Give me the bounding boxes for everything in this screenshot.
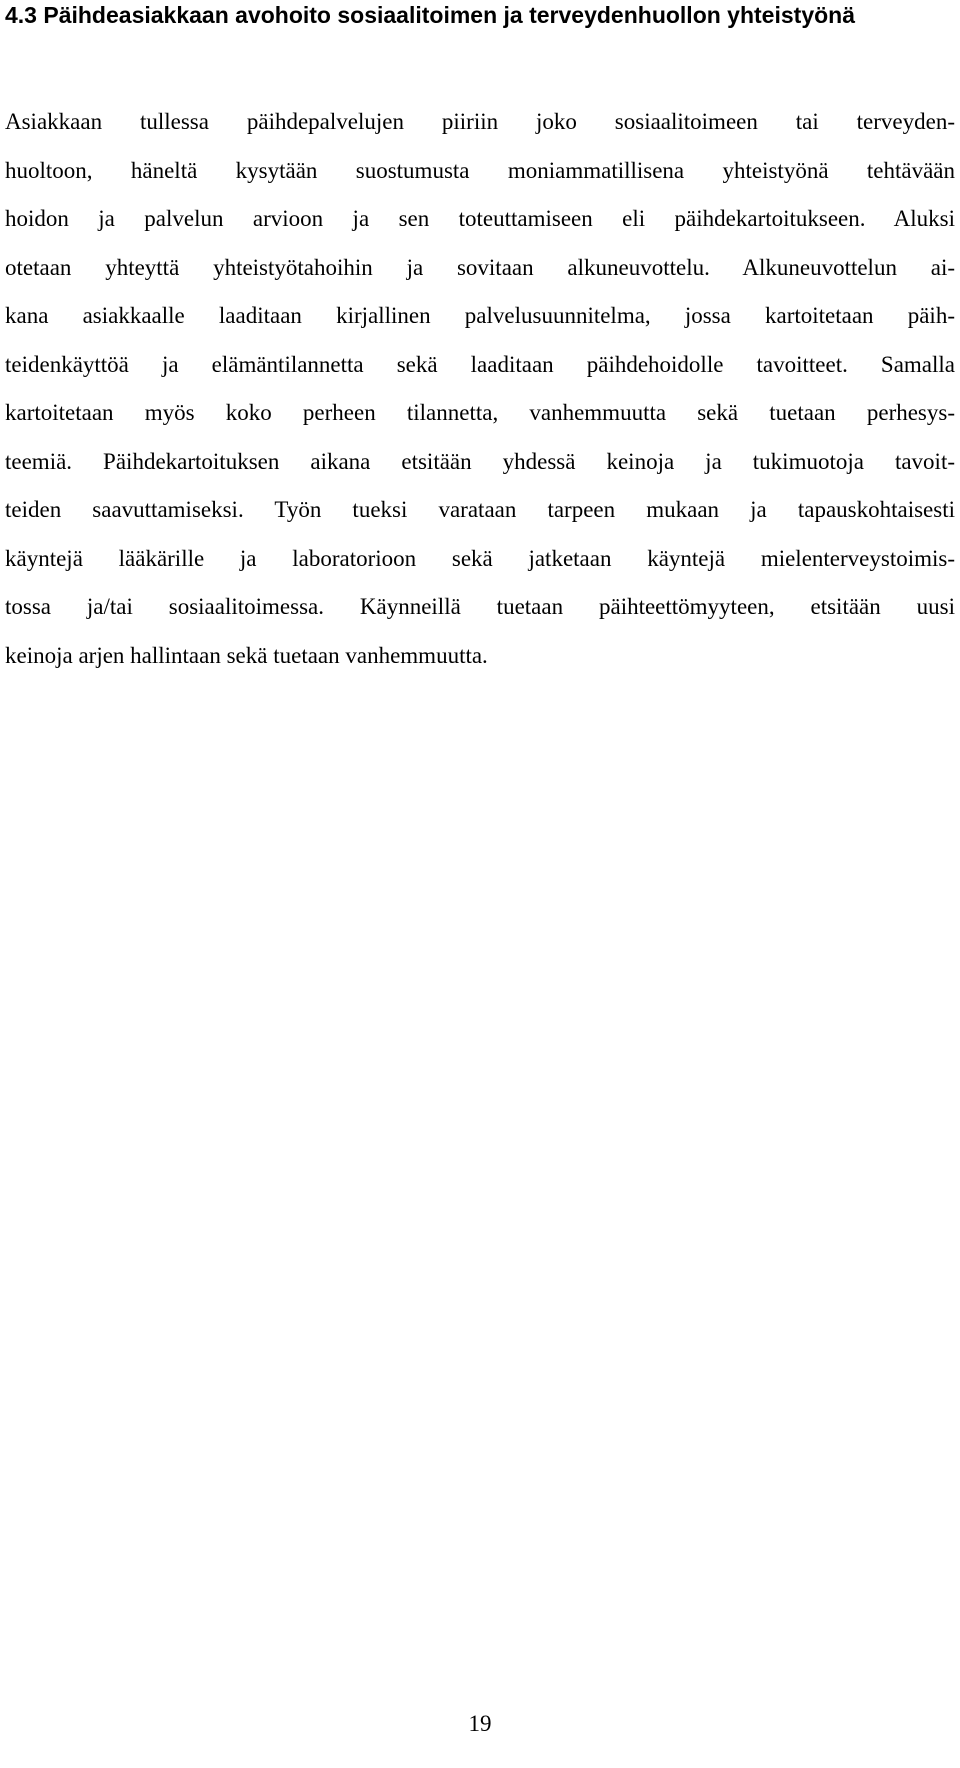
paragraph-line: käyntejä lääkärille ja laboratorioon sekä jatketaan käyntejä mielenterveystoimis- — [5, 545, 955, 571]
paragraph-line: kana asiakkaalle laaditaan kirjallinen palvelusuunnitelma, jossa kartoitetaan päih- — [5, 303, 955, 328]
paragraph-line: keinoja arjen hallintaan sekä tuetaan vanhemmuutta. — [5, 642, 488, 668]
paragraph-line: teemiä. Päihdekartoituksen aikana etsitään yhdessä keinoja ja tukimuotoja tavoit- — [5, 448, 955, 474]
paragraph-line: tossa ja/tai sosiaalitoimessa. Käynneillä tuetaan päihteettömyyteen, etsitään uusi — [5, 594, 955, 619]
paragraph-line: kartoitetaan myös koko perheen tilannetta, vanhemmuutta sekä tuetaan perhesys- — [5, 400, 955, 425]
body-paragraph — [5, 98, 955, 680]
section-heading: 4.3 Päihdeasiakkaan avohoito sosiaalitoimen ja terveydenhuollon yhteistyönä — [5, 2, 856, 28]
paragraph-line: hoidon ja palvelun arvioon ja sen toteuttamiseen eli päihdekartoitukseen. Aluksi — [5, 206, 955, 231]
paragraph-line: teidenkäyttöä ja elämäntilannetta sekä laaditaan päihdehoidolle tavoitteet. Samalla — [5, 351, 955, 377]
paragraph-line: Asiakkaan tullessa päihdepalvelujen piiriin joko sosiaalitoimeen tai terveyden- — [5, 109, 955, 134]
paragraph-line: otetaan yhteyttä yhteistyötahoihin ja sovitaan alkuneuvottelu. Alkuneuvottelun ai- — [5, 254, 955, 280]
paragraph-line: teiden saavuttamiseksi. Työn tueksi varataan tarpeen mukaan ja tapauskohtaisesti — [5, 497, 955, 522]
page-number: 19 — [468, 1711, 492, 1736]
paragraph-line: huoltoon, häneltä kysytään suostumusta moniammatillisena yhteistyönä tehtävään — [5, 157, 955, 183]
